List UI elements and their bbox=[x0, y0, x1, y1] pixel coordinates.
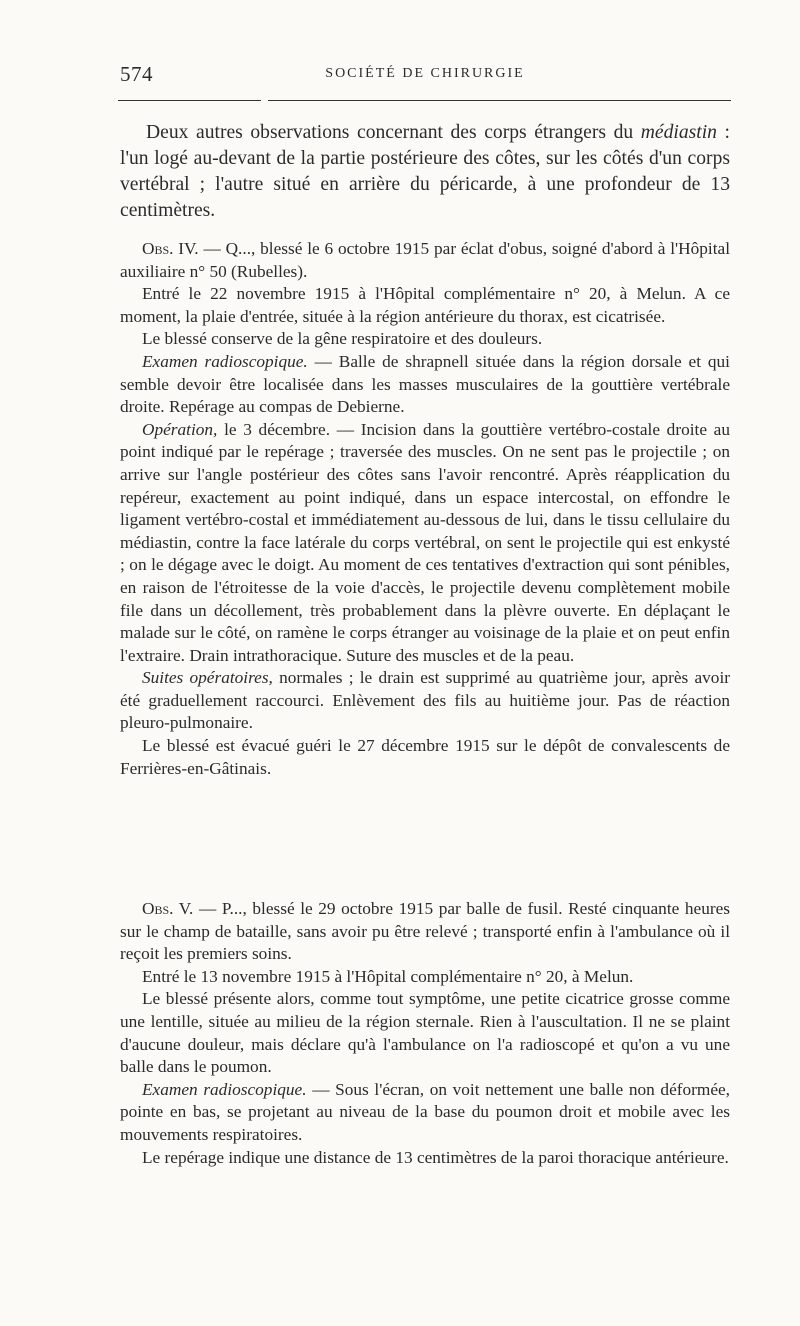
obs5-text-1: — P..., blessé le 29 octobre 1915 par balle de fusil. Resté cinquante heures sur le champ de bataille, sans avoir pu être relevé ; transporté enfin à l'ambulance où il reçoit les premiers soins. bbox=[120, 899, 730, 964]
obs5-exam-label: Examen radioscopique. bbox=[142, 1079, 307, 1099]
obs4-exam-label: Examen radioscopique. bbox=[142, 351, 308, 371]
obs5-paragraph-5: Le repérage indique une distance de 13 centimètres de la paroi thoracique antérieure. bbox=[142, 1147, 729, 1167]
obs4-paragraph-3: Le blessé conserve de la gêne respiratoire et des douleurs. bbox=[142, 329, 543, 349]
obs4-text-6: normales ; le drain est supprimé au quatrième jour, après avoir été graduellement raccourci. Enlèvement des fils au huitième jour. Pas de réaction pleuro-pulmonaire. bbox=[120, 668, 730, 733]
obs4-text-5: le 3 décembre. — Incision dans la gouttière vertébro-costale droite au point indiqué par le repérage ; traversée des muscles. On ne sent pas le projectile ; on arrive sur l'angle postérieur des côtes sans l'avoir rencontré. Après réapplication du repéreur, exactement au point indiqué, dans un espace intercostal, on effondre le ligament vertébro-costal et immédiatement au-dessous de lui, dans le tissu cellulaire du médiastin, contre la face latérale du corps vertébral, on sent le projectile qui est enkysté ; on le dégage avec le doigt. Au moment de ces tentatives d'extraction qui sont pénibles, en raison de l'étroitesse de la voie d'accès, le projectile devenu complètement mobile file dans un décollement, très probablement dans la plèvre ouverte. En déplaçant le malade sur le côté, on ramène le corps étranger au voisinage de la plaie et on peut enfin l'extraire. Drain intrathoracique. Suture des muscles et de la peau. bbox=[120, 419, 730, 665]
obs4-label: Obs. IV. bbox=[142, 239, 199, 258]
page-header bbox=[120, 62, 730, 90]
intro-emphasis: médiastin bbox=[640, 122, 717, 143]
obs4-paragraph-7: Le blessé est évacué guéri le 27 décembre 1915 sur le dépôt de convalescents de Ferrières-en-Gâtinais. bbox=[120, 736, 730, 778]
observation-v bbox=[120, 898, 730, 1169]
header-rule-right bbox=[268, 100, 731, 101]
obs5-paragraph-4 bbox=[120, 1079, 730, 1147]
observation-iv bbox=[120, 238, 730, 780]
obs4-text-1: — Q..., blessé le 6 octobre 1915 par éclat d'obus, soigné d'abord à l'Hôpital auxiliaire n° 50 (Rubelles). bbox=[120, 239, 731, 281]
header-rule-left bbox=[118, 100, 261, 101]
obs4-paragraph-6 bbox=[120, 667, 730, 735]
obs4-operation-label: Opération, bbox=[142, 419, 218, 439]
obs5-label: Obs. V. bbox=[142, 899, 194, 918]
obs4-paragraph-1 bbox=[120, 238, 730, 283]
obs5-paragraph-3: Le blessé présente alors, comme tout symptôme, une petite cicatrice grosse comme une lentille, située au milieu de la région sternale. Rien à l'auscultation. Il ne se plaint d'aucune douleur, mais déclare qu'à l'ambulance on l'a radioscopé et qu'on a vu une balle dans le poumon. bbox=[120, 989, 730, 1077]
obs5-paragraph-2: Entré le 13 novembre 1915 à l'Hôpital complémentaire n° 20, à Melun. bbox=[142, 966, 634, 986]
obs4-paragraph-4 bbox=[120, 351, 730, 419]
obs4-suites-label: Suites opératoires, bbox=[142, 668, 273, 688]
obs5-text-4: — Sous l'écran, on voit nettement une balle non déformée, pointe en bas, se projetant au niveau de la base du poumon droit et mobile avec les mouvements respiratoires. bbox=[120, 1079, 730, 1144]
obs5-paragraph-1 bbox=[120, 898, 730, 966]
obs4-paragraph-2: Entré le 22 novembre 1915 à l'Hôpital complémentaire n° 20, à Melun. A ce moment, la plaie d'entrée, située à la région antérieure du thorax, est cicatrisée. bbox=[120, 284, 730, 326]
page-number: 574 bbox=[120, 62, 153, 86]
running-title: SOCIÉTÉ DE CHIRURGIE bbox=[325, 66, 525, 81]
intro-text-2: : l'un logé au-devant de la partie postérieure des côtes, sur les côtés d'un corps vertébral ; l'autre situé en arrière du péricarde, à une profondeur de 13 centimètres. bbox=[120, 122, 731, 221]
intro-paragraph bbox=[120, 120, 730, 224]
obs4-paragraph-5 bbox=[120, 419, 730, 668]
obs4-text-4: — Balle de shrapnell située dans la région dorsale et qui semble devoir être localisée dans les masses musculaires de la gouttière vertébrale droite. Repérage au compas de Debierne. bbox=[120, 351, 730, 417]
intro-text-1: Deux autres observations concernant des corps étrangers du bbox=[146, 122, 641, 143]
